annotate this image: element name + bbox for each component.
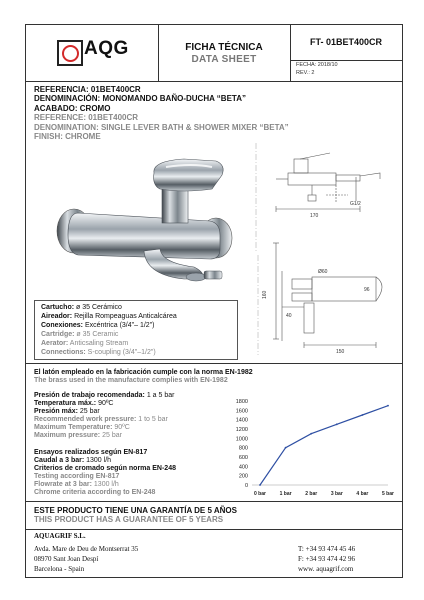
specs-box <box>34 300 238 360</box>
dim-thread: G1/2 <box>350 201 361 207</box>
x-tick-label: 0 bar <box>254 491 266 497</box>
x-tick-label: 3 bar <box>330 491 343 497</box>
spec-cartridge-es: Cartucho: ø 35 Cerámico <box>41 304 122 311</box>
technical-drawing <box>252 143 398 355</box>
data-point <box>310 433 312 435</box>
pressure-max-es: Presión máx: 25 bar <box>34 408 100 415</box>
y-tick-label: 1400 <box>235 417 248 424</box>
header <box>26 25 402 82</box>
spec-aerator-es: Aireador: Rejilla Rompeaguas Anticalcárea <box>41 313 177 320</box>
series-line <box>260 406 388 485</box>
data-point <box>387 405 389 407</box>
tests-es: Ensayos realizados según EN-817 <box>34 449 148 456</box>
brass-note-en: The brass used in the manufacture complies with EN-1982 <box>34 377 228 384</box>
brass-note-es: El latón empleado en la fabricación cumple con la norma EN-1982 <box>34 369 253 376</box>
denomination-en: DENOMINATION: SINGLE LEVER BATH & SHOWER MIXER “BETA” <box>34 122 289 132</box>
company-phone: T: +34 93 474 45 46 <box>298 545 356 553</box>
x-tick-label: 2 bar <box>305 491 318 497</box>
title-es: FICHA TÉCNICA <box>185 42 263 53</box>
temperature-max-en: Maximum Temperature: 90ºC <box>34 424 130 431</box>
y-tick-label: 1800 <box>235 399 248 405</box>
dim-side: 160 <box>262 290 268 299</box>
reference-en: REFERENCE: 01BET400CR <box>34 113 139 123</box>
reference-es: REFERENCIA: 01BET400CR <box>34 85 141 94</box>
dim-left: 40 <box>286 313 292 319</box>
dim-diameter: Ø60 <box>318 269 328 275</box>
divider <box>26 363 402 364</box>
dim-bottom: 150 <box>336 349 345 355</box>
spec-aerator-en: Aerator: Anticsaling Stream <box>41 340 129 347</box>
divider <box>26 501 402 502</box>
logo-icon <box>57 40 83 66</box>
sheet-revision: REV.: 2 <box>296 70 315 76</box>
sheet-code: FT- 01BET400CR <box>290 25 402 61</box>
title-en: DATA SHEET <box>191 54 257 65</box>
company-address-3: Barcelona - Spain <box>34 565 85 573</box>
data-sheet-frame <box>25 24 403 578</box>
guarantee-es: ESTE PRODUCTO TIENE UNA GARANTÍA DE 5 AÑOS <box>34 506 237 515</box>
guarantee-en: THIS PRODUCT HAS A GUARANTEE OF 5 YEARS <box>34 515 224 524</box>
company-name: AQUAGRIF S.L. <box>34 532 86 540</box>
title-cell <box>158 25 291 81</box>
y-tick-label: 800 <box>238 445 248 452</box>
temperature-max-es: Temperatura máx.: 90ºC <box>34 400 114 407</box>
company-address-1: Avda. Mare de Deu de Montserrat 35 <box>34 545 139 553</box>
logo-text: AQG <box>84 38 129 59</box>
spec-connections-es: Conexiones: Excéntrica (3/4"– 1/2") <box>41 322 155 329</box>
finish-en: FINISH: CHROME <box>34 132 101 142</box>
data-point <box>285 447 287 449</box>
data-point <box>362 414 364 416</box>
y-tick-label: 1200 <box>235 427 248 433</box>
pressure-recommended-en: Recommended work pressure: 1 to 5 bar <box>34 416 168 423</box>
company-fax: F: +34 93 474 42 96 <box>298 555 356 563</box>
logo <box>26 25 159 81</box>
y-tick-label: 400 <box>238 464 248 471</box>
flowrate-es: Caudal a 3 bar: 1300 l/h <box>34 457 112 464</box>
dim-height: 96 <box>364 287 370 293</box>
product-info <box>34 85 289 141</box>
spec-connections-en: Connections: S-coupling (3/4"–1/2") <box>41 349 156 356</box>
denomination-es: DENOMINACIÓN: MONOMANDO BAÑO-DUCHA “BETA” <box>34 94 246 104</box>
finish-es: ACABADO: CROMO <box>34 103 111 113</box>
company-address-2: 08970 Sant Joan Despí <box>34 555 99 563</box>
y-tick-label: 1600 <box>235 408 248 415</box>
faucet-illustration <box>34 143 244 295</box>
chrome-criteria-en: Chrome criteria according to EN-248 <box>34 489 156 496</box>
x-tick-label: 4 bar <box>356 491 369 497</box>
divider <box>26 529 402 530</box>
x-tick-label: 1 bar <box>279 491 292 497</box>
flowrate-en: Flowrate at 3 bar: 1300 l/h <box>34 481 119 488</box>
sheet-date: FECHA: 2018/10 <box>296 62 338 68</box>
pressure-recommended-es: Presión de trabajo recomendada: 1 a 5 bar <box>34 392 175 399</box>
dim-width: 170 <box>310 213 319 219</box>
chrome-criteria-es: Criterios de cromado según norma EN-248 <box>34 465 176 472</box>
pressure-max-en: Maximum pressure: 25 bar <box>34 432 122 439</box>
flow-chart <box>216 395 396 503</box>
company-website[interactable]: www. aquagrif.com <box>298 565 354 573</box>
reference-cell <box>290 25 402 81</box>
tests-en: Testing according EN-817 <box>34 473 120 480</box>
x-tick-label: 5 bar <box>382 491 394 497</box>
y-tick-label: 600 <box>238 455 248 461</box>
y-tick-label: 200 <box>238 473 248 480</box>
data-point <box>259 484 261 486</box>
data-point <box>336 423 338 425</box>
spec-cartridge-en: Cartridge: ø 35 Ceramic <box>41 331 119 338</box>
y-tick-label: 0 <box>244 483 248 489</box>
y-tick-label: 1000 <box>235 436 248 443</box>
